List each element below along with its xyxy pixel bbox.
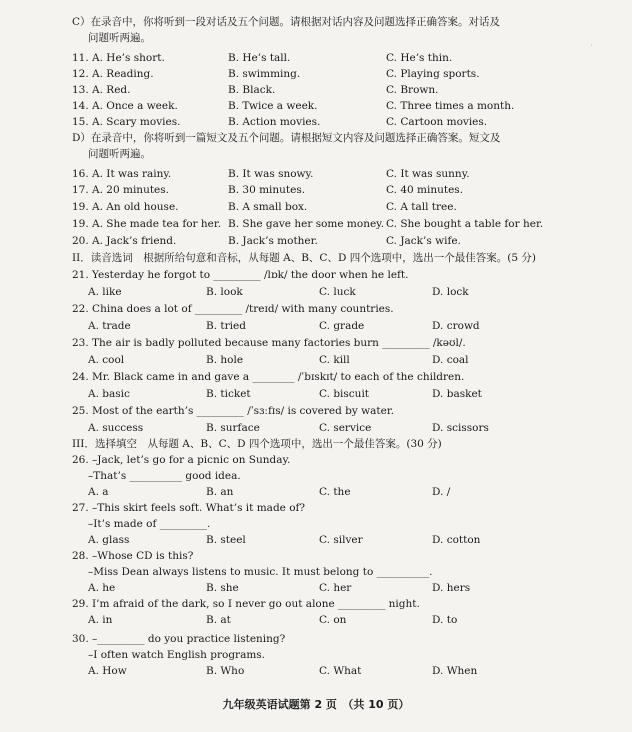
option-b[interactable]: B. Black.	[228, 84, 276, 96]
option-b[interactable]: B. Jack’s mother.	[228, 235, 318, 247]
option-c[interactable]: C. Cartoon movies.	[386, 116, 488, 128]
option-c[interactable]: C. He’s thin.	[386, 52, 453, 64]
option-d[interactable]: D. coal	[432, 354, 469, 366]
question-23-stem: 23. The air is badly polluted because many factories burn _________ /kəʊl/.	[72, 337, 466, 349]
section-c-line2: 问题听两遍。	[88, 32, 151, 44]
option-a[interactable]: 11. A. He’s short.	[72, 52, 165, 64]
option-b[interactable]: B. hole	[206, 354, 244, 366]
section-d-instructions	[72, 130, 542, 162]
question-24-options	[88, 386, 542, 402]
option-c[interactable]: C. her	[319, 582, 352, 594]
option-d[interactable]: D. scissors	[432, 422, 489, 434]
question-19	[72, 216, 542, 232]
page-footer: 九年级英语试题第 2 页 （共 10 页）	[222, 698, 410, 711]
option-b[interactable]: B. steel	[206, 534, 246, 546]
question-14	[72, 98, 542, 114]
option-a[interactable]: A. How	[88, 665, 127, 677]
option-b[interactable]: B. surface	[206, 422, 260, 434]
question-22-stem: 22. China does a lot of _________ /treɪd/ with many countries.	[72, 303, 394, 315]
option-a[interactable]: A. he	[88, 582, 116, 594]
option-c[interactable]: C. It was sunny.	[386, 168, 470, 180]
question-25-options	[88, 420, 542, 436]
section-d-line2: 问题听两遍。	[88, 148, 151, 160]
option-b[interactable]: B. Action movies.	[228, 116, 321, 128]
section-3-title: III．选择填空 从每题 A、B、C、D 四个选项中，选出一个最佳答案。(30 分)	[72, 438, 442, 450]
question-27-response: –It’s made of _________.	[88, 518, 211, 530]
option-c[interactable]: C. service	[319, 422, 372, 434]
question-20	[72, 233, 542, 249]
section-c-line1: C）在录音中，你将听到一段对话及五个问题。请根据对话内容及问题选择正确答案。对话及	[72, 16, 501, 28]
question-30-options	[88, 663, 542, 679]
option-d[interactable]: D. to	[432, 614, 458, 626]
option-b[interactable]: B. 30 minutes.	[228, 184, 306, 196]
option-b[interactable]: B. He’s tall.	[228, 52, 291, 64]
option-a[interactable]: A. trade	[88, 320, 131, 332]
question-30-stem: 30. –_________ do you practice listening?	[72, 633, 286, 645]
option-c[interactable]: C. Three times a month.	[386, 100, 515, 112]
option-b[interactable]: B. Who	[206, 665, 245, 677]
option-d[interactable]: D. crowd	[432, 320, 480, 332]
option-a[interactable]: 13. A. Red.	[72, 84, 131, 96]
option-b[interactable]: B. swimming.	[228, 68, 301, 80]
question-29-options	[88, 612, 542, 628]
option-a[interactable]: 20. A. Jack’s friend.	[72, 235, 177, 247]
option-c[interactable]: C. grade	[319, 320, 365, 332]
question-23-options	[88, 352, 542, 368]
question-30-response: –I often watch English programs.	[88, 649, 266, 661]
question-28-stem: 28. –Whose CD is this?	[72, 550, 194, 562]
option-d[interactable]: D. /	[432, 486, 451, 498]
option-d[interactable]: D. lock	[432, 286, 469, 298]
question-29-stem: 29. I’m afraid of the dark, so I never go out alone _________ night.	[72, 598, 420, 610]
option-a[interactable]: A. in	[88, 614, 113, 626]
question-15	[72, 114, 542, 130]
option-c[interactable]: C. She bought a table for her.	[386, 218, 544, 230]
question-13	[72, 82, 542, 98]
option-b[interactable]: B. She gave her some money.	[228, 218, 385, 230]
option-b[interactable]: B. tried	[206, 320, 246, 332]
option-c[interactable]: C. Jack’s wife.	[386, 235, 461, 247]
question-18	[72, 199, 542, 215]
question-27-options	[88, 532, 542, 548]
option-a[interactable]: A. success	[88, 422, 144, 434]
option-c[interactable]: C. kill	[319, 354, 350, 366]
option-a[interactable]: 16. A. It was rainy.	[72, 168, 172, 180]
question-24-stem: 24. Mr. Black came in and gave a ________ /ˈbɪskɪt/ to each of the children.	[72, 371, 465, 383]
option-c[interactable]: C. luck	[319, 286, 356, 298]
option-c[interactable]: C. silver	[319, 534, 363, 546]
option-b[interactable]: B. at	[206, 614, 231, 626]
option-a[interactable]: 19. A. An old house.	[72, 201, 179, 213]
option-c[interactable]: C. on	[319, 614, 347, 626]
option-a[interactable]: 19. A. She made tea for her.	[72, 218, 222, 230]
option-d[interactable]: D. hers	[432, 582, 471, 594]
option-a[interactable]: A. glass	[88, 534, 130, 546]
question-21-options	[88, 284, 542, 300]
question-27-stem: 27. –This skirt feels soft. What’s it made of?	[72, 502, 306, 514]
option-d[interactable]: D. When	[432, 665, 478, 677]
question-12	[72, 66, 542, 82]
option-d[interactable]: D. cotton	[432, 534, 481, 546]
section-d-line1: D）在录音中，你将听到一篇短文及五个问题。请根据短文内容及问题选择正确答案。短文及	[72, 132, 501, 144]
option-a[interactable]: A. like	[88, 286, 122, 298]
option-b[interactable]: B. an	[206, 486, 234, 498]
option-b[interactable]: B. ticket	[206, 388, 251, 400]
section-2-title: II．读音选词 根据所给句意和音标，从每题 A、B、C、D 四个选项中，选出一个最佳答案。(5 分)	[72, 252, 536, 264]
option-c[interactable]: C. the	[319, 486, 351, 498]
option-a[interactable]: A. cool	[88, 354, 125, 366]
question-11	[72, 50, 542, 66]
question-26-options	[88, 484, 542, 500]
option-c[interactable]: C. biscuit	[319, 388, 370, 400]
question-16	[72, 166, 542, 182]
question-17	[72, 182, 542, 198]
question-26-response: –That’s __________ good idea.	[88, 470, 241, 482]
section-c-instructions	[72, 14, 542, 46]
question-26-stem: 26. –Jack, let’s go for a picnic on Sunday.	[72, 454, 291, 466]
bleed-through-mark: ·	[590, 41, 593, 51]
option-a[interactable]: 12. A. Reading.	[72, 68, 154, 80]
option-b[interactable]: B. she	[206, 582, 239, 594]
option-a[interactable]: 15. A. Scary movies.	[72, 116, 181, 128]
option-b[interactable]: B. look	[206, 286, 243, 298]
option-c[interactable]: C. Brown.	[386, 84, 439, 96]
option-c[interactable]: C. Playing sports.	[386, 68, 480, 80]
option-d[interactable]: D. basket	[432, 388, 482, 400]
question-22-options	[88, 318, 542, 334]
option-a[interactable]: A. a	[88, 486, 109, 498]
question-28-response: –Miss Dean always listens to music. It must belong to __________.	[88, 566, 433, 578]
option-c[interactable]: C. 40 minutes.	[386, 184, 464, 196]
option-c[interactable]: C. What	[319, 665, 362, 677]
question-25-stem: 25. Most of the earth’s _________ /ˈsɜːfɪs/ is covered by water.	[72, 405, 395, 417]
option-b[interactable]: B. It was snowy.	[228, 168, 314, 180]
question-21-stem: 21. Yesterday he forgot to _________ /lɒk/ the door when he left.	[72, 269, 409, 281]
option-c[interactable]: C. A tall tree.	[386, 201, 457, 213]
option-a[interactable]: 17. A. 20 minutes.	[72, 184, 169, 196]
option-a[interactable]: A. basic	[88, 388, 130, 400]
question-28-options	[88, 580, 542, 596]
option-b[interactable]: B. Twice a week.	[228, 100, 318, 112]
option-a[interactable]: 14. A. Once a week.	[72, 100, 178, 112]
option-b[interactable]: B. A small box.	[228, 201, 308, 213]
